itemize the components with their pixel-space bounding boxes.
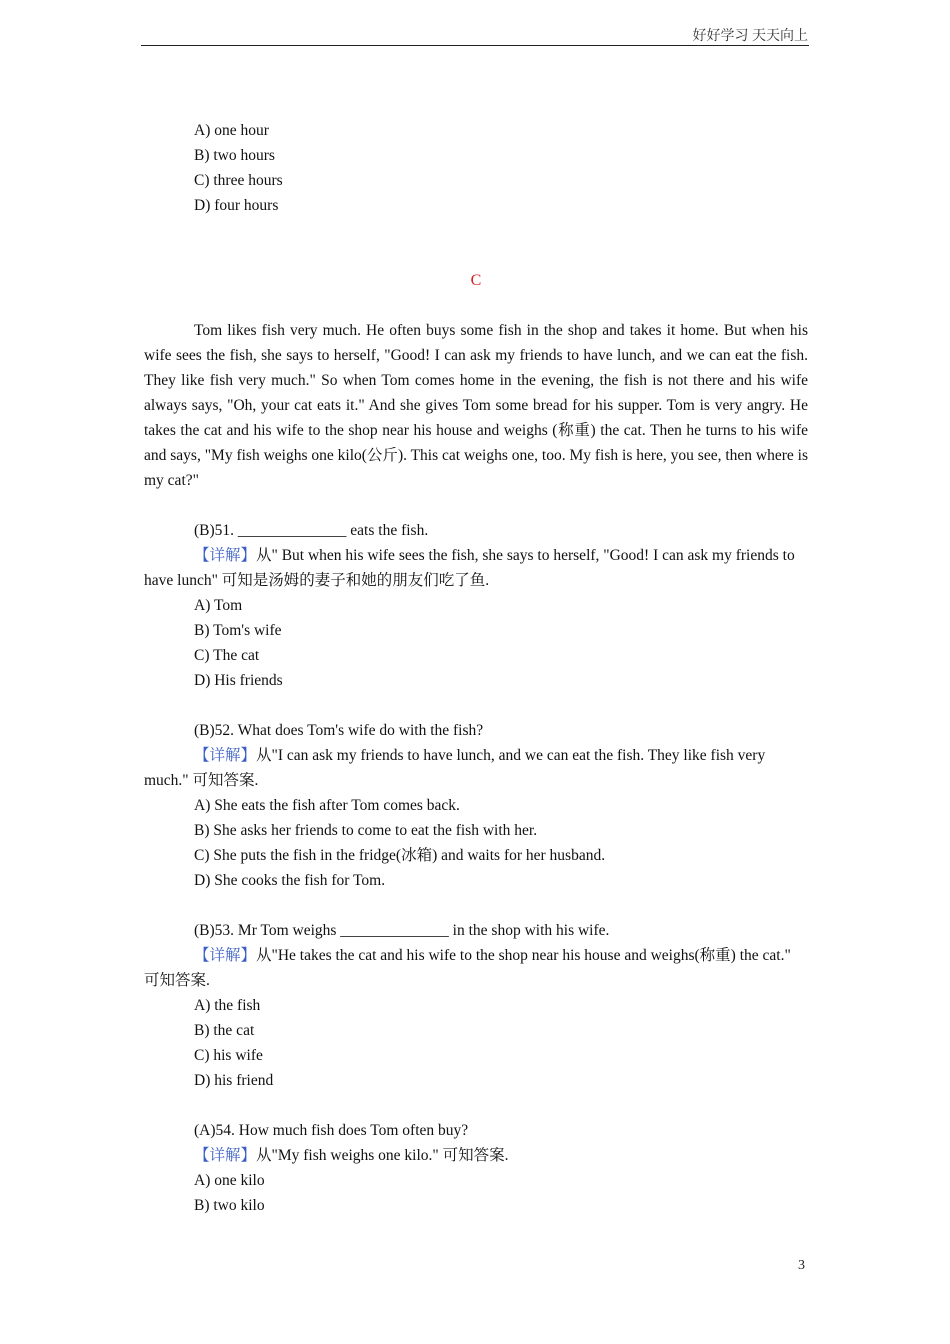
question-51 <box>144 518 808 693</box>
option-b: B) Tom's wife <box>194 622 282 639</box>
question-detail <box>144 1143 808 1168</box>
question-stem: (B)51. ______________ eats the fish. <box>194 522 429 539</box>
question-stem: (B)52. What does Tom's wife do with the fish? <box>194 722 484 739</box>
detail-tag: 【详解】 <box>194 947 257 964</box>
option-d: D) four hours <box>194 197 279 214</box>
option-c: C) three hours <box>194 172 283 189</box>
option-b: B) two hours <box>194 147 275 164</box>
question-detail <box>144 543 808 593</box>
option-a: A) the fish <box>194 997 261 1014</box>
question-stem: (A)54. How much fish does Tom often buy? <box>194 1122 469 1139</box>
detail-tag: 【详解】 <box>194 1147 257 1164</box>
option-c: C) his wife <box>194 1047 263 1064</box>
section-heading: C <box>470 272 482 289</box>
option-d: D) his friend <box>194 1072 274 1089</box>
option-c: C) The cat <box>194 647 260 664</box>
question-52 <box>144 718 808 893</box>
option-a: A) Tom <box>194 597 243 614</box>
document-body <box>144 118 808 1218</box>
option-d: D) She cooks the fish for Tom. <box>194 872 386 889</box>
question-53 <box>144 918 808 1093</box>
question-54 <box>144 1118 808 1218</box>
option-d: D) His friends <box>194 672 283 689</box>
question-detail <box>144 943 808 993</box>
page-number: 3 <box>798 1258 805 1273</box>
page-header-text: 好好学习 天天向上 <box>692 29 808 44</box>
detail-tag: 【详解】 <box>194 547 257 564</box>
detail-text: 从"I can ask my friends to have lunch, and we can eat the fish. They like fish very much." 可知答案. <box>144 747 766 789</box>
option-b: B) two kilo <box>194 1197 265 1214</box>
reading-passage: Tom likes fish very much. He often buys some fish in the shop and takes it home. But when his wife sees the fish, she says to herself, "Good! I can ask my friends to have lunch, and we can eat the fish. They like fish very much." So when Tom comes home in the evening, the fish is not there and his wife always says, "Oh, your cat eats it." And she gives Tom some bread for his supper. Tom is very angry. He takes the cat and his wife to the shop near his house and weighs (称重) the cat. Then he turns to his wife and says, "My fish weighs one kilo(公斤). This cat weighs one, too. My fish is here, you see, then where is my cat?" <box>144 322 808 489</box>
detail-text: 从"My fish weighs one kilo." 可知答案. <box>256 1147 509 1164</box>
option-a: A) one kilo <box>194 1172 265 1189</box>
detail-text: 从"He takes the cat and his wife to the shop near his house and weighs(称重) the cat." 可知答案. <box>144 947 791 989</box>
detail-tag: 【详解】 <box>194 747 257 764</box>
detail-text: 从" But when his wife sees the fish, she says to herself, "Good! I can ask my friends to have lunch" 可知是汤姆的妻子和她的朋友们吃了鱼. <box>144 547 795 589</box>
option-b: B) the cat <box>194 1022 255 1039</box>
option-b: B) She asks her friends to come to eat the fish with her. <box>194 822 538 839</box>
question-detail <box>144 743 808 793</box>
option-c: C) She puts the fish in the fridge(冰箱) and waits for her husband. <box>194 847 606 864</box>
option-a: A) one hour <box>194 122 269 139</box>
header-divider <box>141 45 809 46</box>
option-a: A) She eats the fish after Tom comes back. <box>194 797 460 814</box>
question-stem: (B)53. Mr Tom weighs ______________ in the shop with his wife. <box>194 922 610 939</box>
